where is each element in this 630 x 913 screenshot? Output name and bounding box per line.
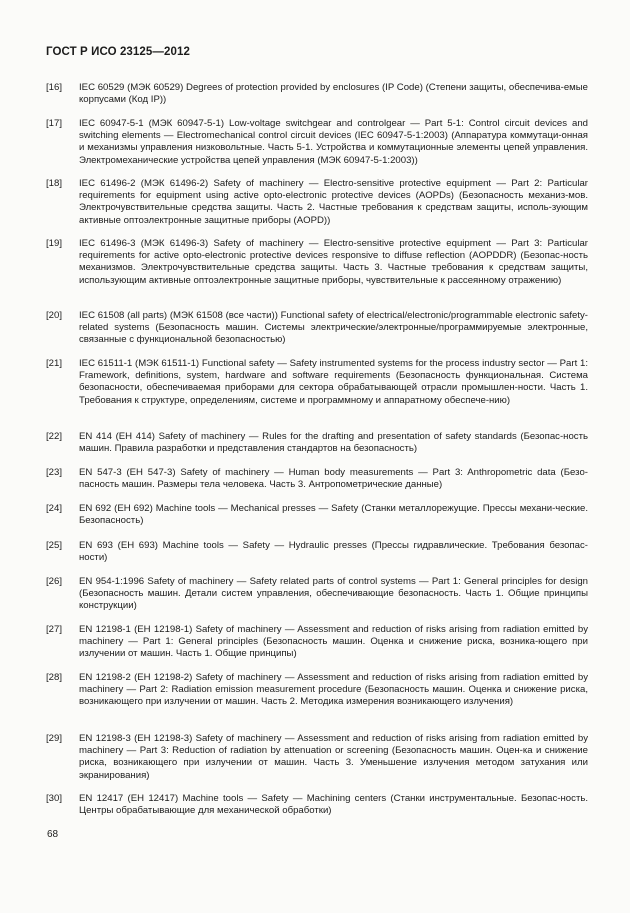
reference-text: EN 954-1:1996 Safety of machinery — Safety related parts of control systems — Part 1: General principles for design (Безопасность машин. Детали систем управления, обеспечивающие безопасность. Часть 1. Общие принципы конструкции) — [79, 576, 588, 612]
reference-number: [21] — [46, 358, 63, 369]
reference-text: IEC 60529 (МЭК 60529) Degrees of protection provided by enclosures (IP Code) (Степени защиты, обеспечива-емые корпусами (Код IP)) — [79, 82, 588, 106]
reference-number: [17] — [46, 118, 63, 129]
reference-number: [19] — [46, 238, 63, 249]
reference-text: EN 547-3 (ЕН 547-3) Safety of machinery — Human body measurements — Part 3: Anthropometric data (Безо-пасность машин. Размеры тела человека. Часть 3. Антропометрические данные) — [79, 467, 588, 491]
reference-number: [27] — [46, 624, 63, 635]
reference-number: [20] — [46, 310, 63, 321]
reference-number: [29] — [46, 733, 63, 744]
reference-number: [30] — [46, 793, 63, 804]
reference-text: EN 693 (ЕН 693) Machine tools — Safety — Hydraulic presses (Прессы гидравлические. Требования безопас-ности) — [79, 540, 588, 564]
reference-text: IEC 61511-1 (МЭК 61511-1) Functional safety — Safety instrumented systems for the process industry sector — Part 1: Framework, definitions, system, hardware and software requirements (Безопасность функциональная. Система безопасности, обеспечиваемая приборами для сектора обрабатывающей отрасли промышлен-ности. Часть 1. Требования к структуре, определениям, системе и программному и аппаратному обеспече-нию) — [79, 358, 588, 406]
reference-number: [18] — [46, 178, 63, 189]
reference-text: EN 12417 (ЕН 12417) Machine tools — Safety — Machining centers (Станки инструментальные. Безопас-ность. Центры обрабатывающие для механической обработки) — [79, 793, 588, 817]
reference-text: IEC 60947-5-1 (МЭК 60947-5-1) Low-voltage switchgear and controlgear — Part 5-1: Control circuit devices and switching elements — Electromechanical control circuit devices (IEC 60947-5-1:2003) (Аппаратура коммутаци-онная и механизмы управления низковольтные. Часть 5-1. Устройства и коммутационные элементы цепей управления. Электромеханические устройства цепей управления (МЭК 60947-5-1:2003)) — [79, 118, 588, 166]
reference-text: IEC 61508 (all parts) (МЭК 61508 (все части)) Functional safety of electrical/electronic/programmable electronic safety-related systems (Безопасность машин. Системы электрические/электронные/программируемые электронные, связанные с функциональной безопасностью) — [79, 310, 588, 346]
page-header: ГОСТ Р ИСО 23125—2012 — [46, 46, 191, 58]
reference-text: IEC 61496-2 (МЭК 61496-2) Safety of machinery — Electro-sensitive protective equipment — Part 2: Particular requirements for equipment using active opto-electronic protective devices (AOPDs) (Безопасность механиз-мов. Электрочувствительные средства защиты. Часть 2. Частные требования к средствам защиты, исполь-зующим активные оптоэлектронные защитные приборы (AOPD)) — [79, 178, 588, 226]
reference-text: EN 414 (ЕН 414) Safety of machinery — Rules for the drafting and presentation of safety standards (Безопас-ность машин. Правила разработки и представления стандартов на безопасность) — [79, 431, 588, 455]
reference-number: [16] — [46, 82, 63, 93]
page-number: 68 — [47, 829, 59, 840]
reference-number: [24] — [46, 503, 63, 514]
reference-number: [23] — [46, 467, 63, 478]
reference-number: [25] — [46, 540, 63, 551]
reference-number: [26] — [46, 576, 63, 587]
reference-number: [28] — [46, 672, 63, 683]
reference-text: EN 692 (ЕН 692) Machine tools — Mechanical presses — Safety (Станки металлорежущие. Прессы механи-ческие. Безопасность) — [79, 503, 588, 527]
reference-text: EN 12198-2 (ЕН 12198-2) Safety of machinery — Assessment and reduction of risks arising from radiation emitted by machinery — Part 2: Radiation emission measurement procedure (Безопасность машин. Оценка и снижение риска, возникающего при излучении от машин. Часть 2. Методика измерения возникающего излучения) — [79, 672, 588, 708]
reference-text: EN 12198-3 (ЕН 12198-3) Safety of machinery — Assessment and reduction of risks arising from radiation emitted by machinery — Part 3: Reduction of radiation by attenuation or screening (Безопасность машин. Оцен-ка и снижение риска, возникающего при излучении от машин. Часть 3. Уменьшение излучения методом затухания или экранирования) — [79, 733, 588, 781]
reference-text: IEC 61496-3 (МЭК 61496-3) Safety of machinery — Electro-sensitive protective equipment — Part 3: Particular requirements for active opto-electronic protective devices responsive to diffuse reflection (AOPDDR) (Безопас-ность механизмов. Электрочувствительные средства защиты. Часть 3. Частные требования к средствам защиты, использующим активные оптоэлектронные защитные приборы, чувствительные к рассеянному отражению) — [79, 238, 588, 286]
reference-number: [22] — [46, 431, 63, 442]
reference-text: EN 12198-1 (ЕН 12198-1) Safety of machinery — Assessment and reduction of risks arising from radiation emitted by machinery — Part 1: General principles (Безопасность машин. Оценка и снижение риска, возника-ющего при излучении от машин. Часть 1. Общие принципы) — [79, 624, 588, 660]
